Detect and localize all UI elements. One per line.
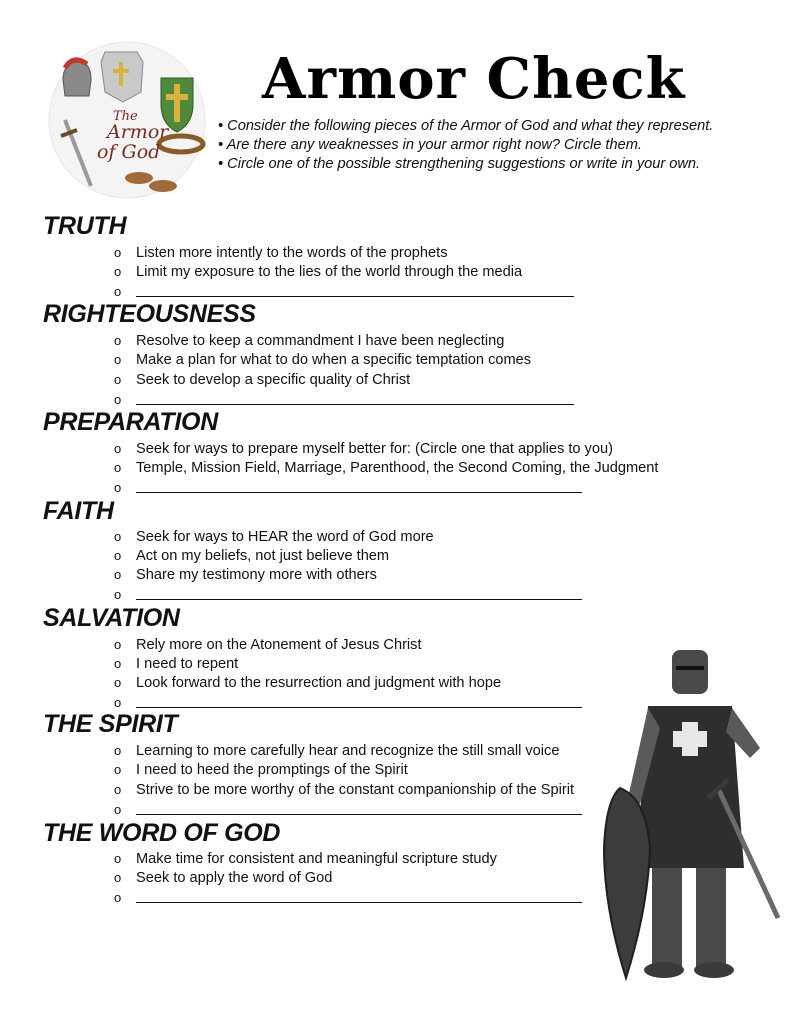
blank-line[interactable] bbox=[136, 888, 582, 903]
logo-text-the: The bbox=[113, 109, 138, 124]
page-title: Armor Check bbox=[262, 46, 686, 112]
knight-helmet-icon bbox=[672, 650, 708, 694]
option-salvation-3[interactable]: o Look forward to the resurrection and judgment with hope bbox=[114, 675, 502, 691]
option-righteousness-2[interactable]: o Make a plan for what to do when a specific temptation comes bbox=[114, 352, 532, 368]
blank-line[interactable] bbox=[136, 282, 574, 297]
option-righteousness-3[interactable]: o Seek to develop a specific quality of Christ bbox=[114, 372, 411, 388]
blank-line[interactable] bbox=[136, 693, 582, 708]
circle-bullet-icon: o bbox=[114, 695, 122, 710]
option-faith-1[interactable]: o Seek for ways to HEAR the word of God more bbox=[114, 529, 434, 545]
circle-bullet-icon: o bbox=[114, 372, 122, 387]
circle-bullet-icon: o bbox=[114, 587, 122, 602]
circle-bullet-icon: o bbox=[114, 441, 122, 456]
option-preparation-1[interactable]: o Seek for ways to prepare myself better for: (Circle one that applies to you) bbox=[114, 441, 613, 457]
section-title-righteousness: RIGHTEOUSNESS bbox=[43, 300, 256, 328]
circle-bullet-icon: o bbox=[114, 675, 122, 690]
write-in-word[interactable] bbox=[114, 888, 582, 907]
section-title-salvation: SALVATION bbox=[43, 604, 180, 632]
circle-bullet-icon: o bbox=[114, 284, 122, 299]
circle-bullet-icon: o bbox=[114, 656, 122, 671]
circle-bullet-icon: o bbox=[114, 802, 122, 817]
instruction-item: • Consider the following pieces of the Armor of God and what they represent. bbox=[218, 118, 714, 134]
blank-line[interactable] bbox=[136, 585, 582, 600]
circle-bullet-icon: o bbox=[114, 743, 122, 758]
circle-bullet-icon: o bbox=[114, 567, 122, 582]
write-in-preparation[interactable] bbox=[114, 478, 582, 497]
instructions-list bbox=[218, 117, 778, 174]
blank-line[interactable] bbox=[136, 800, 582, 815]
blank-line[interactable] bbox=[136, 478, 582, 493]
blank-line[interactable] bbox=[136, 390, 574, 405]
option-spirit-1[interactable]: o Learning to more carefully hear and recognize the still small voice bbox=[114, 743, 560, 759]
instruction-item: • Are there any weaknesses in your armor right now? Circle them. bbox=[218, 137, 642, 153]
circle-bullet-icon: o bbox=[114, 870, 122, 885]
circle-bullet-icon: o bbox=[114, 890, 122, 905]
option-truth-2[interactable]: o Limit my exposure to the lies of the world through the media bbox=[114, 264, 523, 280]
circle-bullet-icon: o bbox=[114, 782, 122, 797]
circle-bullet-icon: o bbox=[114, 264, 122, 279]
section-title-word-of-god: THE WORD OF GOD bbox=[43, 819, 281, 847]
section-title-truth: TRUTH bbox=[43, 212, 127, 240]
circle-bullet-icon: o bbox=[114, 460, 122, 475]
armor-of-god-logo bbox=[43, 40, 211, 200]
circle-bullet-icon: o bbox=[114, 851, 122, 866]
circle-bullet-icon: o bbox=[114, 333, 122, 348]
instruction-item: • Circle one of the possible strengthening suggestions or write in your own. bbox=[218, 156, 701, 172]
option-salvation-2[interactable]: o I need to repent bbox=[114, 656, 239, 672]
helmet-icon bbox=[63, 60, 91, 96]
section-title-preparation: PREPARATION bbox=[43, 408, 218, 436]
knight-shield bbox=[604, 788, 650, 978]
write-in-salvation[interactable] bbox=[114, 693, 582, 712]
write-in-faith[interactable] bbox=[114, 585, 582, 604]
option-truth-1[interactable]: o Listen more intently to the words of the prophets bbox=[114, 245, 448, 261]
circle-bullet-icon: o bbox=[114, 392, 122, 407]
knight-leg-right bbox=[696, 858, 726, 968]
option-salvation-1[interactable]: o Rely more on the Atonement of Jesus Christ bbox=[114, 637, 422, 653]
logo-text-of-god: of God bbox=[97, 141, 161, 163]
option-spirit-3[interactable]: o Strive to be more worthy of the constant companionship of the Spirit bbox=[114, 782, 575, 798]
logo-text-armor: Armor bbox=[107, 121, 169, 143]
option-word-1[interactable]: o Make time for consistent and meaningful scripture study bbox=[114, 851, 497, 867]
option-word-2[interactable]: o Seek to apply the word of God bbox=[114, 870, 333, 886]
circle-bullet-icon: o bbox=[114, 352, 122, 367]
circle-bullet-icon: o bbox=[114, 245, 122, 260]
write-in-spirit[interactable] bbox=[114, 800, 582, 819]
circle-bullet-icon: o bbox=[114, 762, 122, 777]
circle-bullet-icon: o bbox=[114, 529, 122, 544]
circle-bullet-icon: o bbox=[114, 548, 122, 563]
section-title-faith: FAITH bbox=[43, 497, 114, 525]
option-faith-3[interactable]: o Share my testimony more with others bbox=[114, 567, 377, 583]
circle-bullet-icon: o bbox=[114, 637, 122, 652]
knight-leg-left bbox=[652, 858, 682, 968]
option-righteousness-1[interactable]: o Resolve to keep a commandment I have been neglecting bbox=[114, 333, 505, 349]
section-title-the-spirit: THE SPIRIT bbox=[43, 710, 178, 738]
option-faith-2[interactable]: o Act on my beliefs, not just believe them bbox=[114, 548, 390, 564]
option-preparation-2[interactable]: o Temple, Mission Field, Marriage, Parenthood, the Second Coming, the Judgment bbox=[114, 460, 659, 476]
option-spirit-2[interactable]: o I need to heed the promptings of the Spirit bbox=[114, 762, 408, 778]
knight-illustration bbox=[600, 648, 790, 988]
circle-bullet-icon: o bbox=[114, 480, 122, 495]
